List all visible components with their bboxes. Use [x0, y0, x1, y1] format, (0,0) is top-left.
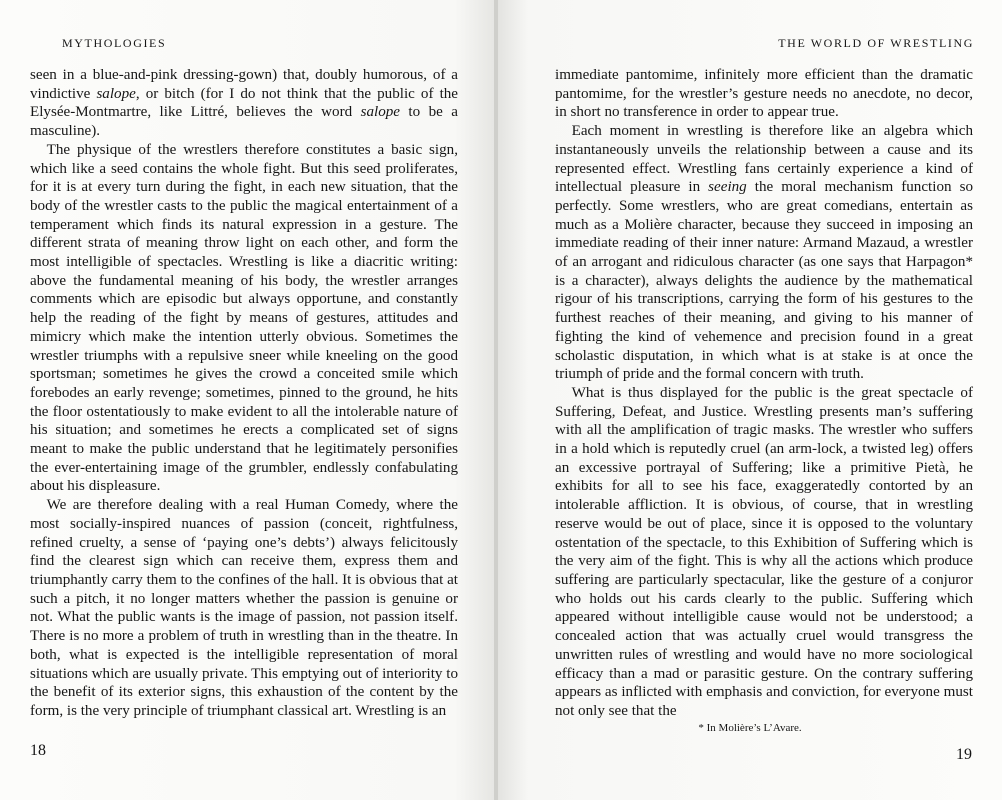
paragraph: The physique of the wrestlers therefore constitutes a basic sign, which like a seed contains the whole fight. But this seed proliferates, for it is at every turn during the fight, in each new situation, that the body of the wrestler casts to the public the magical entertainment of a temperament which finds its natural expression in a gesture. The different strata of meaning throw light on each other, and form the most intelligible of spectacles. Wrestling is like a diacritic writing: above the fundamental meaning of his body, the wrestler arranges comments which are episodic but always opportune, and constantly help the reading of the fight by means of gestures, attitudes and mimicry which make the intention utterly obvious. Sometimes the wrestler triumphs with a repulsive sneer while kneeling on the good sportsman; sometimes he gives the crowd a conceited smile which forebodes an early revenge; sometimes, pinned to the ground, he hits the floor ostentatiously to make evident to all the intolerable nature of his situation; and sometimes he erects a complicated set of signs meant to make the public understand that he legitimately personifies the ever-entertaining image of the grumbler, endlessly confabulating about his displeasure. — [30, 141, 458, 495]
running-head-right: THE WORLD OF WRESTLING — [778, 36, 974, 50]
paragraph: We are therefore dealing with a real Human Comedy, where the most socially-inspired nuances of passion (conceit, rightfulness, refined cruelty, a sense of ‘paying one’s debts’) always felicitously find the clearest sign which can receive them, express them and triumphantly carry them to the confines of the hall. It is obvious that at such a pitch, it no longer matters whether the passion is genuine or not. What the public wants is the image of passion, not passion itself. There is no more a problem of truth in wrestling than in the theatre. In both, what is expected is the intelligible representation of moral situations which are usually private. This emptying out of interiority to the benefit of its exterior signs, this exhaustion of the content by the form, is the very principle of triumphant classical art. Wrestling is an — [30, 497, 458, 719]
left-page — [0, 0, 494, 800]
page-number-left: 18 — [30, 742, 46, 759]
footnote: * In Molière’s L’Avare. — [698, 722, 802, 734]
paragraph: What is thus displayed for the public is the great spectacle of Suffering, Defeat, and Justice. Wrestling presents man’s suffering with all the amplification of tragic masks. The wrestler who suffers in a hold which is reputedly cruel (an arm-lock, a twisted leg) offers an excessive portrayal of Suffering; like a primitive Pietà, he exhibits for all to see his face, exaggeratedly contorted by an intolerable affliction. It is obvious, of course, that in wrestling reserve would be out of place, since it is opposed to the voluntary ostentation of the spectacle, to this Exhibition of Suffering which is the very aim of the fight. This is why all the actions which produce suffering are particularly spectacular, like the gesture of a conjuror who holds out his cards clearly to the public. Suffering which appeared without intelligible cause would not be understood; a concealed action that was actually cruel would transgress the unwritten rules of wrestling and would have no more sociological efficacy than a mad or parasitic gesture. On the contrary suffering appears as inflicted with emphasis and conviction, for everyone must not only see that the — [555, 384, 973, 719]
paragraph: seen in a blue-and-pink dressing-gown) that, doubly humorous, of a vindictive salope, or bitch (for I do not think that the public of the Elysée-Montmartre, like Littré, believes the word salope to be a masculine). — [30, 67, 459, 140]
paragraph: immediate pantomime, infinitely more efficient than the dramatic pantomime, for the wrestler’s gesture needs no anecdote, no decor, in short no transference in order to appear true. — [555, 67, 973, 121]
right-page — [498, 0, 1002, 800]
running-head-left: MYTHOLOGIES — [62, 36, 167, 50]
page-number-right: 19 — [956, 746, 972, 763]
right-page-body — [555, 66, 973, 721]
paragraph: Each moment in wrestling is therefore like an algebra which instantaneously unveils the relationship between a cause and its represented effect. Wrestling fans certainly experience a kind of intellectual pleasure in seeing the moral mechanism function so perfectly. Some wrestlers, who are great comedians, entertain as much as a Molière character, because they succeed in imposing an immediate reading of their inner nature: Armand Mazaud, a wrestler of an arrogant and ridiculous character (as one says that Harpagon* is a character), always delights the audience by the mathematical rigour of his transcriptions, carrying the form of his gestures to the furthest reaches of their meaning, and giving to his manner of fighting the kind of vehemence and precision found in a great scholastic disputation, in which what is at stake is at once the triumph of pride and the formal concern with truth. — [555, 123, 973, 383]
left-page-body — [30, 66, 458, 721]
